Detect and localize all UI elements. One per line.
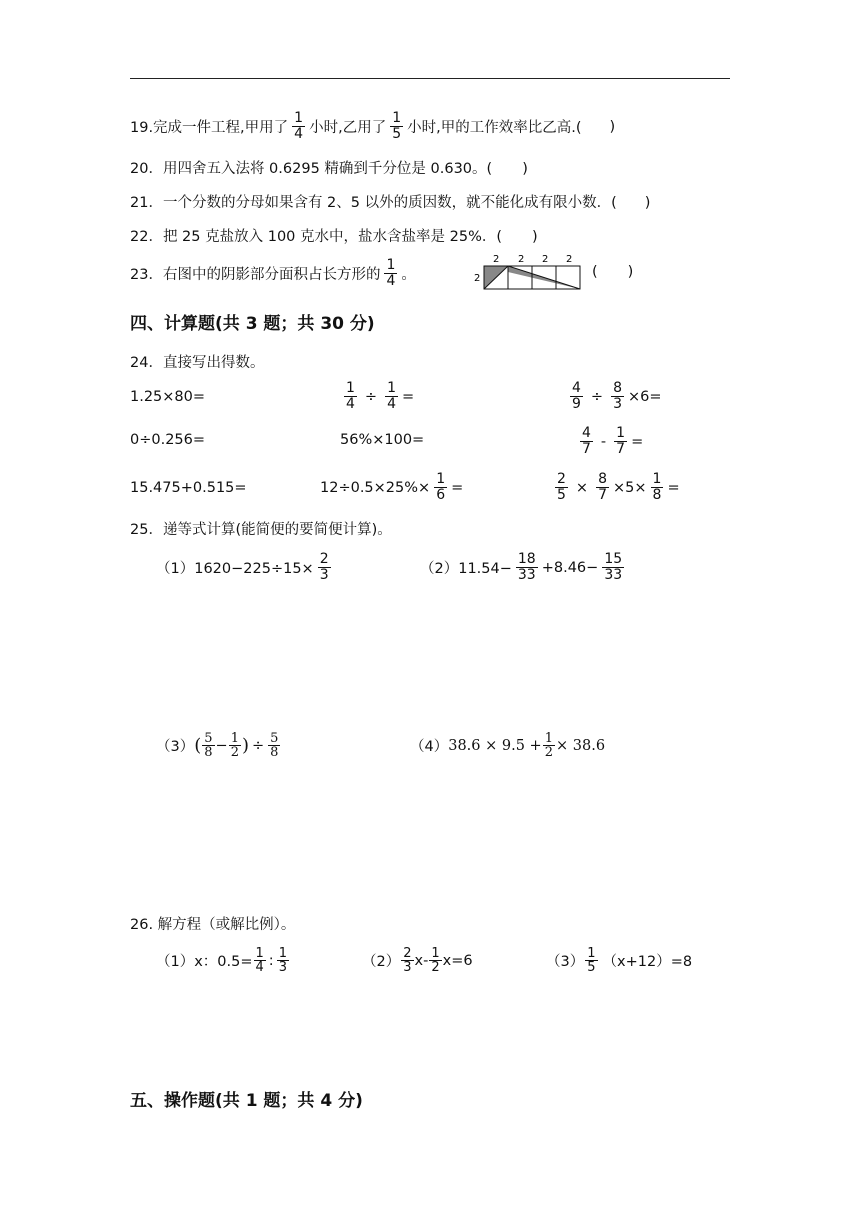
calc-r2c2: 56%×100= [340,432,425,448]
calc-r3c2: 12÷0.5×25%× $\frac{1}{6}$ = [320,471,464,503]
rectangle-figure [470,252,585,292]
calc-r1c3: $\frac{4}{9}$ ÷ $\frac{8}{3}$ ×6= [572,380,662,412]
fraction: $\frac{1}{4}$ [386,257,396,289]
fraction: $\frac{1}{4}$ [294,110,304,142]
section-5-heading: 五、操作题(共 1 题；共 4 分) [130,1091,363,1111]
fraction: $\frac{1}{5}$ [392,110,402,142]
fig-label-left: 2 [474,273,481,284]
question-23: 23．右图中的阴影部分面积占长方形的 $\frac{1}{4}$ 。 [130,257,416,289]
question-26-3: （3） $\frac{1}{5}$ （x+12）=8 [546,946,693,975]
question-26-1: （1）x：0.5= $\frac{1}{4}$ : $\frac{1}{3}$ [156,946,287,975]
calc-r1c2: $\frac{1}{4}$ ÷ $\frac{1}{4}$ = [346,380,415,412]
answer-bracket-close: ) [609,118,616,135]
section-4-heading: 四、计算题(共 3 题；共 30 分) [130,314,375,334]
calc-r3c3: $\frac{2}{5}$ × $\frac{8}{7}$ ×5× $\frac{1}{8}$ = [557,471,680,503]
header-rule [130,78,730,79]
question-24-title: 24．直接写出得数。 [130,355,265,371]
fig-label-top-2: 2 [518,254,525,265]
question-26-2: （2） $\frac{2}{3}$ x- $\frac{1}{2}$ x=6 [362,946,473,975]
question-20: 20．用四舍五入法将 0.6295 精确到千分位是 0.630。( ) [130,161,528,177]
question-22: 22．把 25 克盐放入 100 克水中，盐水含盐率是 25%．( ) [130,229,538,245]
calc-r2c3: $\frac{4}{7}$ - $\frac{1}{7}$ = [582,425,644,457]
calc-r1c1: 1.25×80= [130,389,206,405]
question-25-1: （1）1620−225÷15× $\frac{2}{3}$ [156,551,329,583]
question-19: 19.完成一件工程,甲用了 $\frac{1}{4}$ 小时,乙用了 $\frac{1}{5}$ 小时,甲的工作效率比乙高.( ) [130,110,616,142]
question-25-2: （2）11.54− $\frac{18}{33}$ +8.46− $\frac{15}{33}$ [420,551,623,583]
fig-label-top-3: 2 [542,254,549,265]
question-26-title: 26. 解方程（或解比例）。 [130,917,296,933]
question-25-4: （4） 38.6 × 9.5 + $\frac{1}{2}$ × 38.6 [410,731,606,760]
calc-r2c1: 0÷0.256= [130,432,206,448]
fig-label-top-4: 2 [566,254,573,265]
question-25-3: （3） ( $\frac{5}{8}$ − $\frac{1}{2}$ ) ÷ $\frac{5}{8}$ [156,731,279,760]
question-21: 21．一个分数的分母如果含有 2、5 以外的质因数，就不能化成有限小数．( ) [130,195,651,211]
question-25-title: 25．递等式计算(能简便的要简便计算)。 [130,522,392,538]
calc-r3c1: 15.475+0.515= [130,480,247,496]
fig-label-top-1: 2 [493,254,500,265]
answer-bracket-23: ( ) [592,264,634,280]
